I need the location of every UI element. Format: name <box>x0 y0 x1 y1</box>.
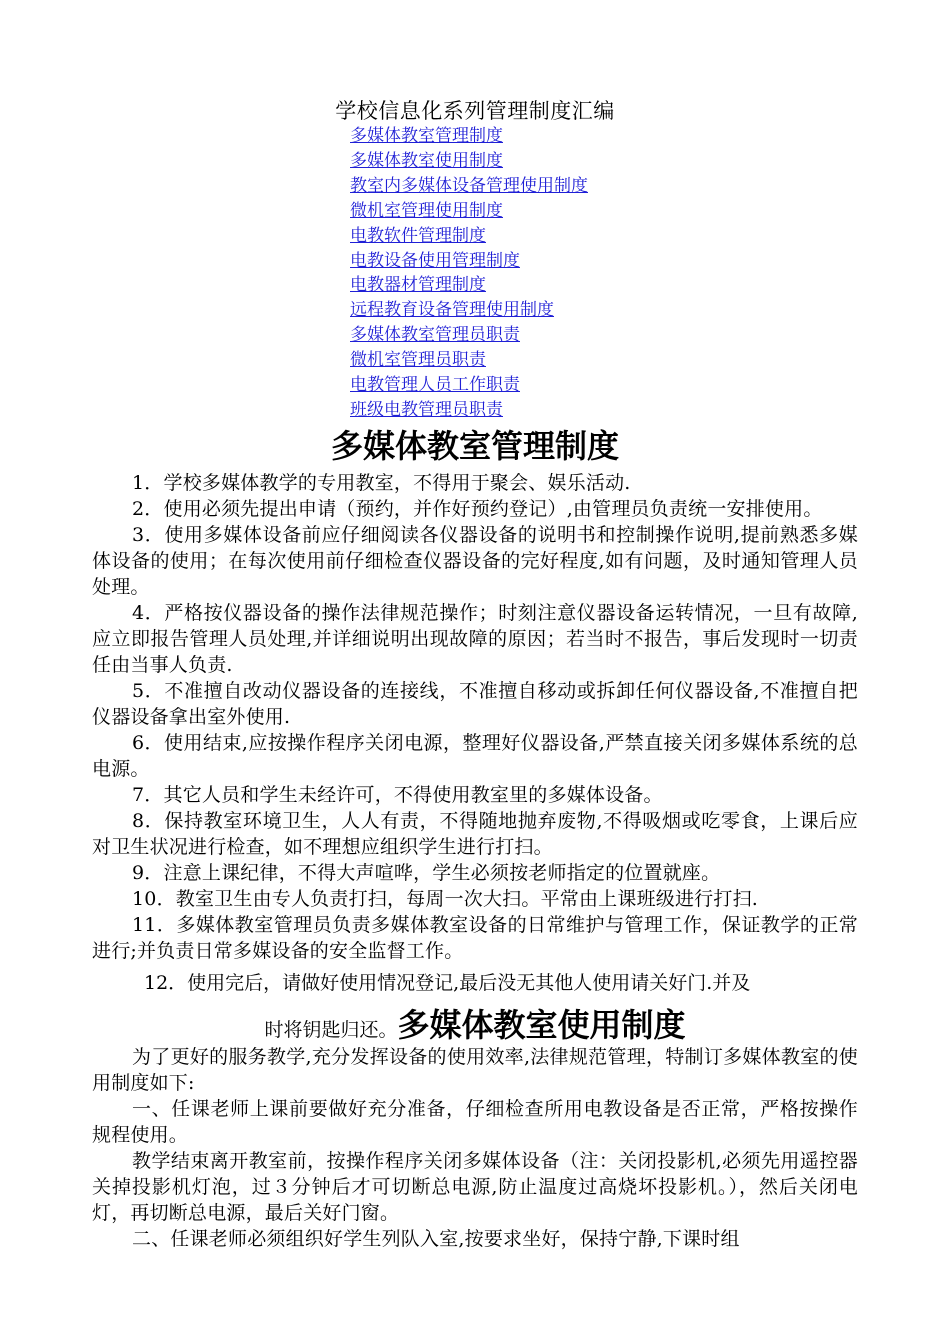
toc-link[interactable]: 多媒体教室管理员职责 <box>350 325 520 346</box>
rule-paragraph: 一、任课老师上课前要做好充分准备，仔细检查所用电教设备是否正常，严格按操作规程使用。 <box>92 1098 858 1146</box>
section1-heading: 多媒体教室管理制度 <box>330 427 619 465</box>
toc-link[interactable]: 电教器材管理制度 <box>350 275 486 296</box>
rule-paragraph: 教学结束离开教室前，按操作程序关闭多媒体设备（注：关闭投影机,必须先用遥控器关掉投影机灯泡，过３分钟后才可切断总电源,防止温度过高烧坏投影机。），然后关闭电灯，再切断总电源，最后关好门窗。 <box>92 1150 858 1224</box>
section1-body <box>92 470 858 964</box>
rule-paragraph: 10．教室卫生由专人负责打扫，每周一次大扫。平常由上课班级进行打扫. <box>132 888 759 910</box>
document-title: 学校信息化系列管理制度汇编 <box>335 99 615 123</box>
table-of-contents <box>350 124 588 423</box>
toc-link[interactable]: 教室内多媒体设备管理使用制度 <box>350 175 588 196</box>
toc-link[interactable]: 微机室管理使用制度 <box>350 200 503 221</box>
rule-paragraph: 4．严格按仪器设备的操作法律规范操作；时刻注意仪器设备运转情况，一旦有故障,应立即报告管理人员处理,并详细说明出现故障的原因；若当时不报告，事后发现时一切责任由当事人负责. <box>92 602 858 676</box>
toc-link[interactable]: 微机室管理员职责 <box>350 350 486 371</box>
rule-paragraph: 7．其它人员和学生未经许可，不得使用教室里的多媒体设备。 <box>132 784 663 806</box>
toc-link[interactable]: 多媒体教室管理制度 <box>350 126 503 146</box>
section2-heading-line <box>0 1000 950 1046</box>
rule-paragraph: 9．注意上课纪律，不得大声喧哗，学生必须按老师指定的位置就座。 <box>132 862 721 884</box>
toc-link[interactable]: 电教设备使用管理制度 <box>350 250 520 271</box>
rule-paragraph-12: 12．使用完后，请做好使用情况登记,最后没无其他人使用请关好门.并及 <box>144 972 751 994</box>
rule-paragraph: 5．不准擅自改动仪器设备的连接线，不准擅自移动或拆卸任何仪器设备,不准擅自把仪器设备拿出室外使用. <box>92 680 858 728</box>
rule-paragraph: 二、任课老师必须组织好学生列队入室,按要求坐好，保持宁静,下课时组 <box>132 1228 740 1250</box>
toc-link[interactable]: 电教管理人员工作职责 <box>350 375 520 396</box>
rule-paragraph: 1．学校多媒体教学的专用教室，不得用于聚会、娱乐活动. <box>132 472 631 494</box>
rule-paragraph: 为了更好的服务教学,充分发挥设备的使用效率,法律规范管理，特制订多媒体教室的使用制度如下: <box>92 1046 858 1094</box>
rule-paragraph-12-tail: 时将钥匙归还。 <box>264 1019 398 1041</box>
rule-paragraph: 6．使用结束,应按操作程序关闭电源，整理好仪器设备,严禁直接关闭多媒体系统的总电源。 <box>92 732 858 780</box>
section2-body <box>92 1044 858 1252</box>
rule-paragraph: 3．使用多媒体设备前应仔细阅读各仪器设备的说明书和控制操作说明,提前熟悉多媒体设备的使用；在每次使用前仔细检查仪器设备的完好程度,如有问题，及时通知管理人员处理。 <box>92 524 858 598</box>
toc-link[interactable]: 远程教育设备管理使用制度 <box>350 300 554 321</box>
rule-paragraph: 2．使用必须先提出申请（预约，并作好预约登记）,由管理员负责统一安排使用。 <box>132 498 823 520</box>
section2-heading: 多媒体教室使用制度 <box>397 1006 686 1044</box>
toc-link[interactable]: 电教软件管理制度 <box>350 225 486 246</box>
toc-link[interactable]: 班级电教管理员职责 <box>350 399 503 420</box>
rule-paragraph: 8．保持教室环境卫生，人人有责，不得随地抛弃废物,不得吸烟或吃零食，上课后应对卫生状况进行检查，如不理想应组织学生进行打扫。 <box>92 810 858 858</box>
toc-link[interactable]: 多媒体教室使用制度 <box>350 150 503 171</box>
rule-paragraph: 11．多媒体教室管理员负责多媒体教室设备的日常维护与管理工作，保证教学的正常进行;并负责日常多媒设备的安全监督工作。 <box>92 914 858 962</box>
